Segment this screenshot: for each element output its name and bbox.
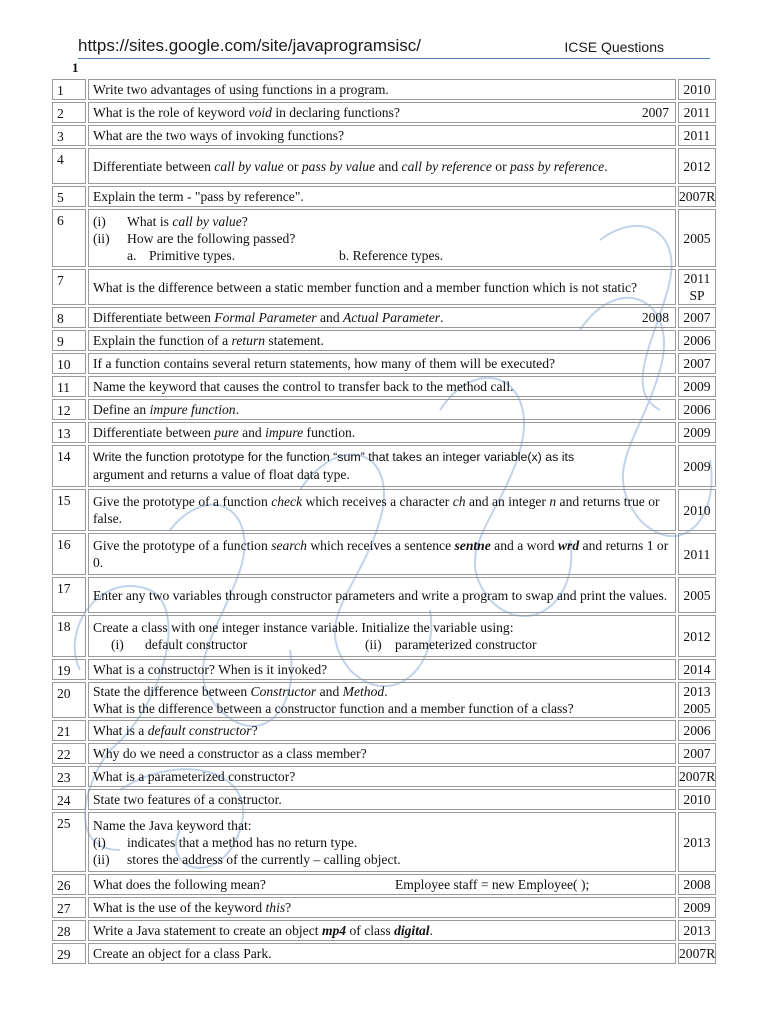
question-text-part: and returns true or false. <box>93 494 660 526</box>
table-row <box>52 209 716 267</box>
question-text <box>88 330 676 351</box>
question-number: 14 <box>52 445 86 487</box>
exam-year <box>678 743 716 764</box>
question-text-part: sentne <box>454 538 491 553</box>
question-text <box>88 399 676 420</box>
question-text-part: b. Reference types. <box>339 247 444 263</box>
exam-year <box>678 489 716 531</box>
question-text-part: this <box>265 900 286 915</box>
table-row <box>52 682 716 718</box>
question-number: 12 <box>52 399 86 420</box>
question-number: 8 <box>52 307 86 328</box>
question-text-part: call by reference <box>401 158 492 174</box>
question-text-part: (i) <box>93 213 106 229</box>
header-title: ICSE Questions <box>564 39 664 55</box>
year-value: 2009 <box>683 900 711 915</box>
table-row <box>52 615 716 657</box>
question-text-part: pure <box>214 425 239 440</box>
question-text-part: State the difference between <box>93 684 251 699</box>
question-text-part: indicates that a method has no return type. <box>127 834 358 850</box>
question-text-part: ? <box>285 900 292 915</box>
table-row <box>52 445 716 487</box>
question-text-part: . <box>235 402 239 417</box>
page-header <box>78 36 710 59</box>
exam-year <box>678 330 716 351</box>
question-text-part: What does the following mean? <box>93 877 266 892</box>
question-text <box>88 125 676 146</box>
question-text <box>88 209 676 267</box>
exam-year <box>678 615 716 657</box>
question-number: 13 <box>52 422 86 443</box>
question-text-part: default constructor <box>147 723 252 738</box>
question-text-part: of class <box>346 923 395 938</box>
question-number: 17 <box>52 577 86 613</box>
year-value: 2007R <box>679 946 716 961</box>
question-text-part: Differentiate between <box>93 425 215 440</box>
question-number: 24 <box>52 789 86 810</box>
exam-year <box>678 812 716 872</box>
question-text-part: Constructor <box>250 684 317 699</box>
question-text-part: Primitive types. <box>149 247 236 263</box>
exam-year <box>678 125 716 146</box>
question-text <box>88 577 676 613</box>
table-row <box>52 186 716 207</box>
question-text <box>88 920 676 941</box>
question-text-part: (i) <box>111 637 124 652</box>
question-number: 10 <box>52 353 86 374</box>
year-value-2: SP <box>689 288 705 303</box>
question-text-part: and a word <box>490 538 558 553</box>
question-text <box>88 269 676 305</box>
question-text <box>88 789 676 810</box>
question-number: 15 <box>52 489 86 531</box>
table-row <box>52 533 716 575</box>
table-row <box>52 399 716 420</box>
question-text-part: default constructor <box>145 637 248 652</box>
question-text-part: impure <box>265 425 304 440</box>
question-text-part: and <box>238 425 266 440</box>
question-text-part: Differentiate between <box>93 158 215 174</box>
exam-year <box>678 445 716 487</box>
exam-year <box>678 682 716 718</box>
question-text-part: Name the Java keyword that: <box>93 817 252 833</box>
year-value: 2007R <box>679 769 716 784</box>
year-value: 2007 <box>683 356 711 371</box>
exam-year <box>678 102 716 123</box>
year-value: 2011 <box>683 128 711 143</box>
question-number: 29 <box>52 943 86 964</box>
question-number: 28 <box>52 920 86 941</box>
question-number: 21 <box>52 720 86 741</box>
question-text-part: (ii) <box>93 230 110 246</box>
question-text-part: a. <box>127 247 137 263</box>
exam-year <box>678 209 716 267</box>
question-number: 20 <box>52 682 86 718</box>
table-row <box>52 874 716 895</box>
question-text-part: What is <box>127 213 173 229</box>
site-url[interactable]: https://sites.google.com/site/javaprogramsisc/ <box>78 36 421 55</box>
question-text-part: impure function <box>149 402 236 417</box>
question-text-part: Give the prototype of a function <box>93 538 272 553</box>
question-number: 25 <box>52 812 86 872</box>
question-text-part: which receives a character <box>302 494 453 509</box>
question-text-part: ch <box>452 494 466 509</box>
question-text-part: argument and returns a value of float data type. <box>93 467 350 482</box>
question-text-part: . <box>384 684 388 699</box>
question-text <box>88 102 676 123</box>
question-text-part: pass by value <box>301 158 376 174</box>
question-number: 9 <box>52 330 86 351</box>
table-row <box>52 659 716 680</box>
year-value: 2009 <box>683 379 711 394</box>
table-row <box>52 812 716 872</box>
question-text-part: Why do we need a constructor as a class member? <box>93 746 367 761</box>
question-text-part: void <box>248 105 272 120</box>
table-row <box>52 789 716 810</box>
year-value: 2010 <box>683 502 711 518</box>
year-value: 2005 <box>683 587 711 603</box>
question-text-part: or <box>283 158 302 174</box>
year-value: 2006 <box>683 723 711 738</box>
inline-year: 2007 <box>641 105 669 120</box>
exam-year <box>678 269 716 305</box>
year-value: 2010 <box>683 82 711 97</box>
question-text-part: call by value <box>214 158 284 174</box>
question-number: 27 <box>52 897 86 918</box>
table-row <box>52 353 716 374</box>
question-text <box>88 79 676 100</box>
question-text <box>88 720 676 741</box>
question-text-part: (i) <box>93 834 106 850</box>
question-text <box>88 615 676 657</box>
year-value: 2013 <box>683 684 711 699</box>
question-text <box>88 445 676 487</box>
question-text-part: and <box>316 684 343 699</box>
question-text <box>88 489 676 531</box>
exam-year <box>678 874 716 895</box>
question-text-part: ? <box>251 723 258 738</box>
question-text-part: (ii) <box>365 637 382 652</box>
question-text-part: which receives a sentence <box>306 538 455 553</box>
questions-table <box>50 77 718 966</box>
exam-year <box>678 353 716 374</box>
question-text-part: Enter any two variables through constructor parameters and write a program to swap and print the values. <box>93 587 668 603</box>
table-row <box>52 920 716 941</box>
question-text-part: . <box>604 158 608 174</box>
table-row <box>52 943 716 964</box>
exam-year <box>678 376 716 397</box>
question-text-part: stores the address of the currently – calling object. <box>127 851 401 867</box>
question-text-part: check <box>271 494 303 509</box>
exam-year <box>678 533 716 575</box>
question-number: 26 <box>52 874 86 895</box>
question-text-part: How are the following passed? <box>127 230 296 246</box>
year-value: 2007 <box>683 746 711 761</box>
question-text-part: and returns 1 or 0. <box>93 538 669 570</box>
question-text <box>88 307 676 328</box>
year-value: 2006 <box>683 333 711 348</box>
question-text-part: . <box>440 310 444 325</box>
exam-year <box>678 943 716 964</box>
year-value: 2012 <box>683 158 711 174</box>
exam-year <box>678 399 716 420</box>
table-row <box>52 269 716 305</box>
exam-year <box>678 577 716 613</box>
question-text-part: What are the two ways of invoking functions? <box>93 128 345 143</box>
question-text-part: digital <box>394 923 430 938</box>
table-row <box>52 422 716 443</box>
table-row <box>52 148 716 184</box>
question-text-part: What is the role of keyword <box>93 105 249 120</box>
question-text <box>88 766 676 787</box>
question-text-part: Create a class with one integer instance variable. Initialize the variable using: <box>93 620 514 635</box>
table-row <box>52 330 716 351</box>
year-value: 2006 <box>683 402 711 417</box>
inline-year: 2008 <box>641 310 669 325</box>
year-value: 2011 <box>683 105 711 120</box>
exam-year <box>678 148 716 184</box>
question-text <box>88 897 676 918</box>
exam-year <box>678 766 716 787</box>
table-row <box>52 102 716 123</box>
question-number: 3 <box>52 125 86 146</box>
year-value-2: 2005 <box>683 701 711 716</box>
exam-year <box>678 897 716 918</box>
question-number: 16 <box>52 533 86 575</box>
exam-year <box>678 307 716 328</box>
question-text-part: in declaring functions? <box>271 105 400 120</box>
question-number: 18 <box>52 615 86 657</box>
question-text <box>88 422 676 443</box>
question-text <box>88 812 676 872</box>
question-text-part: State two features of a constructor. <box>93 792 282 807</box>
table-row <box>52 79 716 100</box>
question-number: 4 <box>52 148 86 184</box>
question-text-part: ? <box>241 213 248 229</box>
question-text-part: What is a parameterized constructor? <box>93 769 296 784</box>
question-number: 22 <box>52 743 86 764</box>
question-text-part: search <box>271 538 307 553</box>
question-text-part: Give the prototype of a function <box>93 494 272 509</box>
question-text-part: and an integer <box>465 494 550 509</box>
question-text-part: Differentiate between <box>93 310 215 325</box>
question-text-part: and <box>316 310 344 325</box>
question-text-part: If a function contains several return statements, how many of them will be executed? <box>93 356 556 371</box>
question-text-part: or <box>491 158 510 174</box>
year-value: 2013 <box>683 834 711 850</box>
question-text-part: mp4 <box>321 923 347 938</box>
question-text <box>88 874 676 895</box>
year-value: 2008 <box>683 877 711 892</box>
question-text-part: Actual Parameter <box>343 310 441 325</box>
question-text-part: statement. <box>265 333 324 348</box>
question-number: 7 <box>52 269 86 305</box>
exam-year <box>678 789 716 810</box>
question-text-part: parameterized constructor <box>395 637 537 652</box>
question-text-part: and <box>375 158 402 174</box>
question-text <box>88 186 676 207</box>
question-text <box>88 659 676 680</box>
table-row <box>52 897 716 918</box>
year-value: 2005 <box>683 230 711 246</box>
question-number: 1 <box>52 79 86 100</box>
question-text <box>88 148 676 184</box>
exam-year <box>678 422 716 443</box>
year-value: 2014 <box>683 662 711 677</box>
year-value: 2007R <box>679 189 716 204</box>
question-number: 19 <box>52 659 86 680</box>
question-text-part: Write a Java statement to create an object <box>93 923 322 938</box>
year-value: 2010 <box>683 792 711 807</box>
question-text-part: Explain the function of a <box>93 333 232 348</box>
year-value: 2007 <box>683 310 711 325</box>
question-text-part: What is a constructor? When is it invoked? <box>93 662 328 677</box>
question-number: 11 <box>52 376 86 397</box>
question-text <box>88 353 676 374</box>
question-text-part: Write the function prototype for the function “sum” that takes an integer variable(x) as its <box>93 450 575 464</box>
question-text-part: function. <box>303 425 356 440</box>
question-text-part: Name the keyword that causes the control to transfer back to the method call. <box>93 379 514 394</box>
question-text <box>88 943 676 964</box>
exam-year <box>678 79 716 100</box>
question-text <box>88 682 676 718</box>
question-text-part: (ii) <box>93 851 110 867</box>
year-value: 2011 <box>683 546 711 562</box>
year-value: 2011 <box>683 271 711 286</box>
question-text-part: . <box>429 923 433 938</box>
question-text-part: pass by reference <box>510 158 605 174</box>
page-number: 1 <box>72 60 79 75</box>
question-text-part: Create an object for a class Park. <box>93 946 272 961</box>
year-value: 2013 <box>683 923 711 938</box>
table-row <box>52 125 716 146</box>
question-number: 6 <box>52 209 86 267</box>
question-text-part: n <box>549 494 557 509</box>
year-value: 2012 <box>683 628 711 644</box>
question-text <box>88 533 676 575</box>
table-row <box>52 766 716 787</box>
exam-year <box>678 920 716 941</box>
year-value: 2009 <box>683 425 711 440</box>
exam-year <box>678 720 716 741</box>
question-number: 23 <box>52 766 86 787</box>
table-row <box>52 743 716 764</box>
exam-year <box>678 659 716 680</box>
question-text <box>88 743 676 764</box>
table-row <box>52 376 716 397</box>
question-text-part: What is the use of the keyword <box>93 900 266 915</box>
question-text-part: What is a <box>93 723 148 738</box>
question-text <box>88 376 676 397</box>
question-text-part: What is the difference between a static member function and a member function which is not static? <box>93 279 638 295</box>
table-row <box>52 307 716 328</box>
question-text-part: What is the difference between a constructor function and a member function of a class? <box>93 701 574 716</box>
question-text-part: return <box>231 333 266 348</box>
question-number: 5 <box>52 186 86 207</box>
table-row <box>52 577 716 613</box>
question-text-part: Explain the term - "pass by reference". <box>93 189 304 204</box>
question-text-part: Employee staff = new Employee( ); <box>395 877 590 892</box>
question-text-part: Method <box>342 684 385 699</box>
table-row <box>52 720 716 741</box>
year-value: 2009 <box>683 458 711 474</box>
question-text-part: Define an <box>93 402 150 417</box>
question-number: 2 <box>52 102 86 123</box>
exam-year <box>678 186 716 207</box>
question-text-part: call by value <box>172 213 242 229</box>
table-row <box>52 489 716 531</box>
question-text-part: Write two advantages of using functions in a program. <box>93 82 389 97</box>
question-text-part: Formal Parameter <box>214 310 317 325</box>
question-text-part: wrd <box>557 538 580 553</box>
